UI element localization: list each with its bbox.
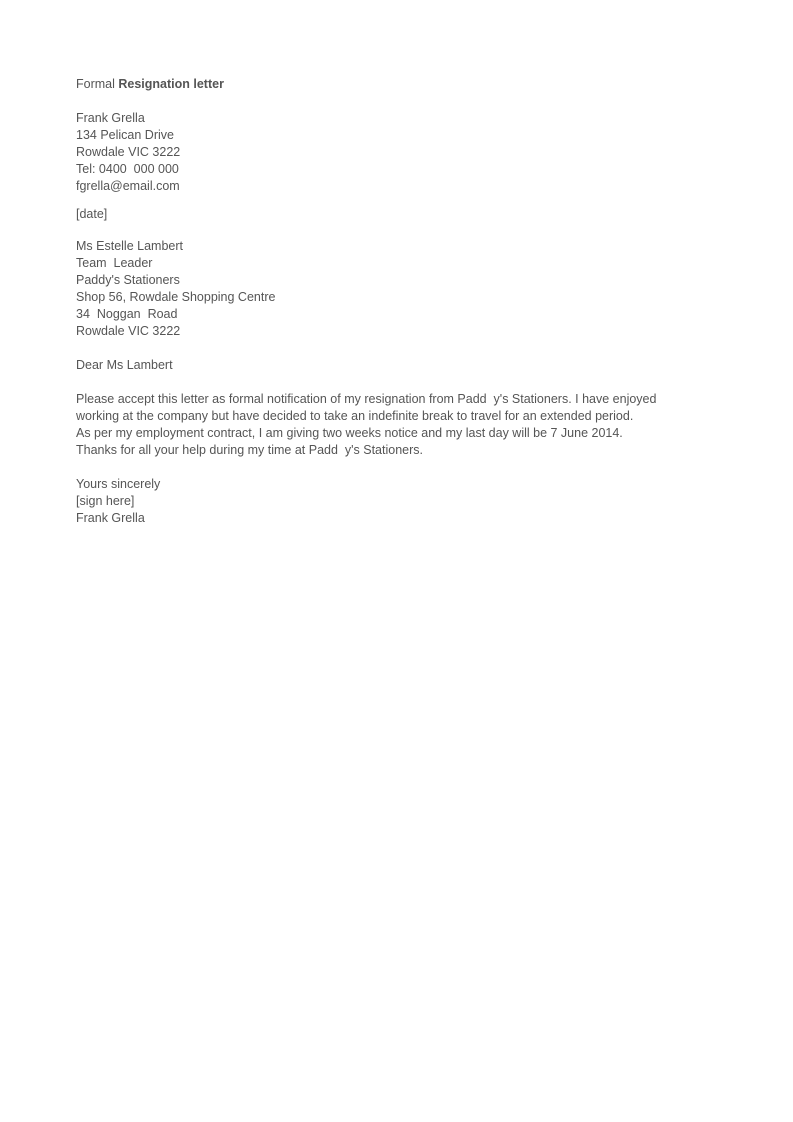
letter-date: [date] [76, 207, 108, 221]
recipient-company: Paddy's Stationers [76, 273, 180, 287]
sender-tel: Tel: 0400 000 000 [76, 162, 179, 176]
sender-city: Rowdale VIC 3222 [76, 145, 181, 159]
salutation: Dear Ms Lambert [76, 358, 173, 372]
recipient-role: Team Leader [76, 256, 153, 270]
recipient-street: 34 Noggan Road [76, 307, 178, 321]
body-line: Please accept this letter as formal notification of my resignation from Padd y's Stationers. I have enjoyed [76, 392, 657, 406]
closing-name: Frank Grella [76, 511, 145, 525]
sender-name: Frank Grella [76, 111, 145, 125]
body-line: Thanks for all your help during my time at Padd y's Stationers. [76, 443, 423, 457]
sender-street: 134 Pelican Drive [76, 128, 174, 142]
recipient-name: Ms Estelle Lambert [76, 239, 183, 253]
title-bold: Resignation letter [118, 77, 224, 91]
body-line: As per my employment contract, I am giving two weeks notice and my last day will be 7 June 2014. [76, 426, 623, 440]
document-title [76, 76, 224, 93]
valediction: Yours sincerely [76, 477, 161, 491]
signature-placeholder: [sign here] [76, 494, 135, 508]
recipient-city: Rowdale VIC 3222 [76, 324, 181, 338]
sender-email: fgrella@email.com [76, 179, 180, 193]
recipient-shop: Shop 56, Rowdale Shopping Centre [76, 290, 276, 304]
body-line: working at the company but have decided to take an indefinite break to travel for an extended period. [76, 409, 634, 423]
title-prefix: Formal [76, 77, 119, 91]
